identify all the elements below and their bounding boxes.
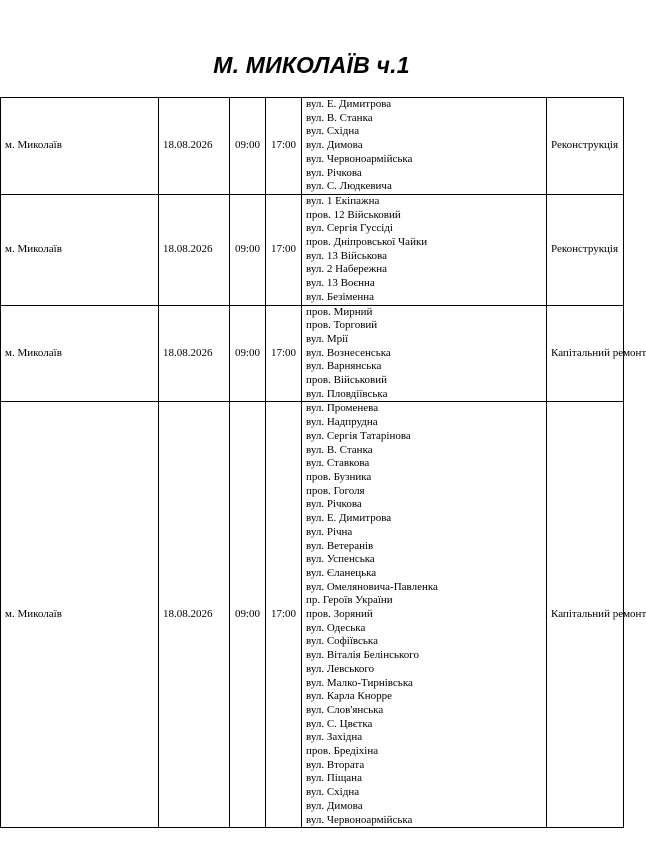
work-type-cell: Реконструкція [547, 98, 624, 195]
street-item: пров. Бузника [306, 470, 372, 483]
table-row [1, 194, 624, 305]
date-cell: 18.08.2026 [159, 98, 230, 195]
street-item: вул. Сергія Татарінова [306, 429, 411, 442]
street-item: пр. Героїв України [306, 594, 393, 607]
street-item: вул. Пловдіївська [306, 387, 388, 400]
city-cell: м. Миколаїв [1, 402, 159, 828]
work-type-cell: Капітальний ремонт [547, 305, 624, 402]
street-item: вул. 1 Екіпажна [306, 194, 380, 207]
schedule-body [1, 98, 646, 828]
table-row [1, 305, 624, 402]
city-cell: м. Миколаїв [1, 98, 159, 195]
street-item: вул. Одеська [306, 621, 366, 634]
street-item: вул. Вознесенська [306, 346, 391, 359]
street-item: вул. Східна [306, 786, 360, 799]
street-item: вул. Малко-Тирнівська [306, 676, 413, 689]
street-item: вул. Димова [306, 139, 363, 152]
street-item: вул. Східна [306, 125, 360, 138]
street-item: вул. Єланецька [306, 566, 377, 579]
outage-schedule-table [0, 97, 646, 828]
date-cell: 18.08.2026 [159, 305, 230, 402]
street-item: вул. Слов'янська [306, 703, 384, 716]
street-item: вул. 13 Військова [306, 249, 387, 262]
street-item: вул. Віталія Белінського [306, 649, 420, 662]
table-row [1, 402, 624, 828]
end-time-cell: 17:00 [266, 194, 302, 305]
work-type-cell: Капітальний ремонт [547, 402, 624, 828]
street-item: вул. Успенська [306, 553, 375, 566]
table-row [1, 98, 624, 195]
street-item: вул. Річкова [306, 166, 362, 179]
city-cell: м. Миколаїв [1, 194, 159, 305]
street-item: вул. 13 Воєнна [306, 277, 375, 290]
streets-cell [302, 98, 547, 195]
street-item: вул. Мрії [306, 332, 349, 345]
street-item: вул. Левського [306, 662, 375, 675]
streets-cell [302, 305, 547, 402]
street-item: пров. 12 Військовий [306, 208, 401, 221]
street-item: пров. Торговий [306, 319, 378, 332]
street-item: пров. Військовий [306, 374, 388, 387]
end-time-cell: 17:00 [266, 98, 302, 195]
street-item: вул. Надпрудна [306, 416, 378, 429]
street-item: вул. Червоноармійська [306, 813, 413, 826]
street-item: вул. Річна [306, 525, 353, 538]
street-item: вул. Ставкова [306, 457, 370, 470]
city-cell: м. Миколаїв [1, 305, 159, 402]
start-time-cell: 09:00 [230, 98, 266, 195]
street-item: вул. Димова [306, 799, 363, 812]
street-item: вул. Софіївська [306, 635, 378, 648]
street-item: вул. 2 Набережна [306, 263, 387, 276]
street-item: пров. Зоряний [306, 608, 373, 621]
page-title: М. МИКОЛАЇВ ч.1 [213, 52, 410, 78]
street-item: вул. Омеляновича-Павленка [306, 580, 438, 593]
street-item: вул. Безіменна [306, 290, 375, 303]
street-item: вул. Ветеранів [306, 539, 374, 552]
date-cell: 18.08.2026 [159, 194, 230, 305]
street-item: пров. Дніпровської Чайки [306, 236, 428, 249]
street-item: пров. Мирний [306, 305, 373, 318]
start-time-cell: 09:00 [230, 305, 266, 402]
street-item: вул. Е. Димитрова [306, 512, 392, 525]
street-item: вул. В. Станка [306, 443, 373, 456]
date-cell: 18.08.2026 [159, 402, 230, 828]
street-item: пров. Гоголя [306, 484, 365, 497]
street-item: вул. Карла Кнорре [306, 690, 392, 703]
end-time-cell: 17:00 [266, 305, 302, 402]
street-item: вул. Річкова [306, 498, 362, 511]
street-item: вул. С. Людкевича [306, 180, 392, 193]
streets-cell [302, 402, 547, 828]
street-item: вул. Піщана [306, 772, 362, 785]
street-item: вул. Втората [306, 758, 365, 771]
street-item: вул. В. Станка [306, 111, 373, 124]
streets-cell [302, 194, 547, 305]
street-item: вул. Е. Димитрова [306, 98, 392, 110]
street-item: вул. Сергія Гуссіді [306, 222, 393, 235]
start-time-cell: 09:00 [230, 194, 266, 305]
end-time-cell: 17:00 [266, 402, 302, 828]
street-item: вул. Червоноармійська [306, 152, 413, 165]
street-item: вул. Західна [306, 731, 363, 744]
street-item: вул. С. Цвєтка [306, 717, 373, 730]
work-type-cell: Реконструкція [547, 194, 624, 305]
street-item: вул. Варнянська [306, 360, 382, 373]
street-item: пров. Бредіхіна [306, 745, 379, 758]
start-time-cell: 09:00 [230, 402, 266, 828]
street-item: вул. Променева [306, 402, 379, 415]
